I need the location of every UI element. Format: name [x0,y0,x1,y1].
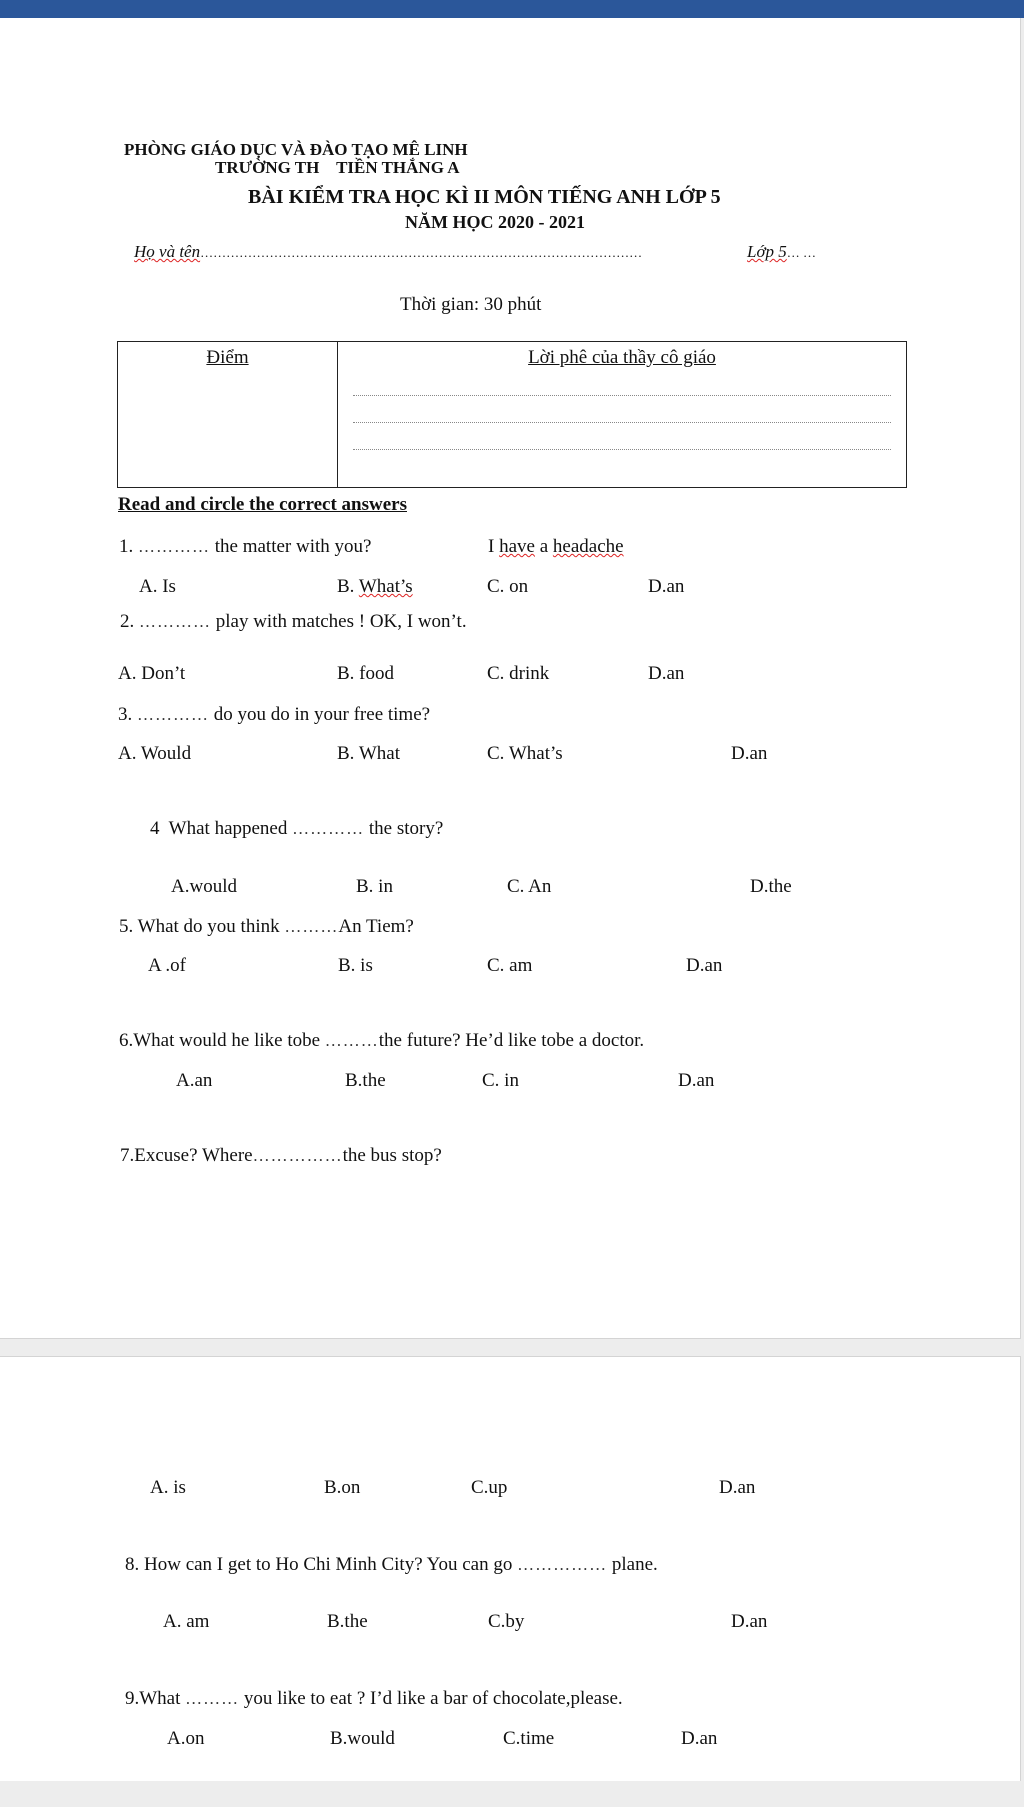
question-number: 2. [120,611,135,632]
comment-line-2 [353,396,891,423]
answer-text: a [534,536,553,557]
grade-table [117,341,907,488]
q6-option-d[interactable]: D.an [678,1070,715,1091]
question-text: the story? [368,818,444,839]
spell-error: have [499,536,535,557]
q8-option-b[interactable]: B.the [327,1611,368,1632]
school-year: NĂM HỌC 2020 - 2021 [405,212,585,232]
q7-option-c[interactable]: C.up [471,1477,508,1498]
q7-option-b[interactable]: B.on [324,1477,361,1498]
q2-option-c[interactable]: C. drink [487,663,550,684]
question-text: An Tiem? [338,916,414,937]
q8-option-a[interactable]: A. am [163,1611,210,1632]
department-header: PHÒNG GIÁO DỤC VÀ ĐÀO TẠO MÊ LINH [124,140,468,159]
q4-option-a[interactable]: A.would [171,876,237,897]
question-text: 9.What [125,1688,181,1709]
question-text: the bus stop? [342,1145,442,1166]
q7-option-a[interactable]: A. is [150,1477,186,1498]
document-page-2 [0,1356,1021,1781]
q1-option-a[interactable]: A. Is [139,576,176,597]
question-number: 4 [150,818,160,839]
spell-error: headache [552,536,624,557]
school-header: TRƯỜNG TH TIỀN THẮNG A [215,158,460,177]
q2-option-d[interactable]: D.an [648,663,685,684]
question-text: 8. How can I get to Ho Chi Minh City? You can go [125,1554,513,1575]
section-title: Read and circle the correct answers [118,494,407,515]
answer-blank[interactable]: …………… [517,1555,608,1574]
question-number: 3. [118,704,133,725]
score-label: Điểm [206,347,249,368]
answer-blank[interactable]: ………… [138,537,210,556]
q3-option-b[interactable]: B. What [337,743,400,764]
class-line [747,242,816,262]
q2-option-b[interactable]: B. food [337,663,394,684]
question-2 [120,611,467,633]
q1-option-b[interactable] [337,576,413,598]
question-1-answer [488,536,624,558]
answer-blank[interactable]: …………… [252,1146,343,1165]
q4-option-c[interactable]: C. An [507,876,552,897]
question-text: do you do in your free time? [213,704,431,725]
comment-line-3 [353,423,891,450]
window-top-bar [0,0,1024,18]
question-8 [125,1554,658,1576]
name-line [134,242,642,262]
answer-blank[interactable]: ………… [292,819,365,838]
name-dots[interactable]: ………………………………………………………………………………………… [200,245,643,260]
question-6 [119,1030,644,1052]
q5-option-b[interactable]: B. is [338,955,373,976]
q5-option-a[interactable]: A .of [148,955,186,976]
q8-option-d[interactable]: D.an [731,1611,768,1632]
answer-text: I [488,536,500,557]
question-number: 1. [119,536,134,557]
question-text: the future? He’d like tobe a doctor. [378,1030,645,1051]
question-1 [119,536,371,558]
comment-label: Lời phê của thầy cô giáo [528,347,716,368]
q6-option-c[interactable]: C. in [482,1070,519,1091]
question-text: the matter with you? [214,536,372,557]
q2-option-a[interactable]: A. Don’t [118,663,186,684]
q9-option-c[interactable]: C.time [503,1728,555,1749]
answer-blank[interactable]: ………… [139,612,211,631]
question-text: What happened [168,818,288,839]
q3-option-c[interactable]: C. What’s [487,743,563,764]
score-cell[interactable] [118,342,338,488]
answer-blank[interactable]: ………… [137,705,209,724]
q1-option-d[interactable]: D.an [648,576,685,597]
question-text: you like to eat ? I’d like a bar of chocolate,please. [243,1688,623,1709]
q6-option-a[interactable]: A.an [176,1070,213,1091]
question-text: plane. [611,1554,658,1575]
q5-option-d[interactable]: D.an [686,955,723,976]
q3-option-a[interactable]: A. Would [118,743,192,764]
option-letter: B. [337,576,359,597]
question-3 [118,704,430,726]
question-7 [120,1145,442,1167]
spell-error: What’s [358,576,413,597]
class-dots[interactable]: … … [786,245,817,260]
q1-option-c[interactable]: C. on [487,576,529,597]
q9-option-d[interactable]: D.an [681,1728,718,1749]
question-4 [150,818,443,840]
q9-option-a[interactable]: A.on [167,1728,205,1749]
answer-blank[interactable]: ……… [284,917,339,936]
class-label: Lớp 5 [747,242,787,261]
exam-title: BÀI KIỂM TRA HỌC KÌ II MÔN TIẾNG ANH LỚP 5 [248,186,721,208]
answer-blank[interactable]: ……… [185,1689,240,1708]
q6-option-b[interactable]: B.the [345,1070,386,1091]
answer-blank[interactable]: ……… [324,1031,379,1050]
q4-option-b[interactable]: B. in [356,876,393,897]
question-text: 6.What would he like tobe [119,1030,321,1051]
exam-duration: Thời gian: 30 phút [400,294,542,315]
comment-cell[interactable] [338,342,907,488]
document-page-1 [0,18,1021,1339]
question-text: 7.Excuse? Where [120,1145,253,1166]
question-5 [119,916,414,938]
q5-option-c[interactable]: C. am [487,955,533,976]
q4-option-d[interactable]: D.the [750,876,792,897]
q3-option-d[interactable]: D.an [731,743,768,764]
q9-option-b[interactable]: B.would [330,1728,395,1749]
name-label: Họ và tên [134,242,201,261]
question-text: 5. What do you think [119,916,280,937]
question-text: play with matches ! OK, I won’t. [215,611,467,632]
q8-option-c[interactable]: C.by [488,1611,525,1632]
question-9 [125,1688,623,1710]
q7-option-d[interactable]: D.an [719,1477,756,1498]
comment-line-1 [353,369,891,396]
